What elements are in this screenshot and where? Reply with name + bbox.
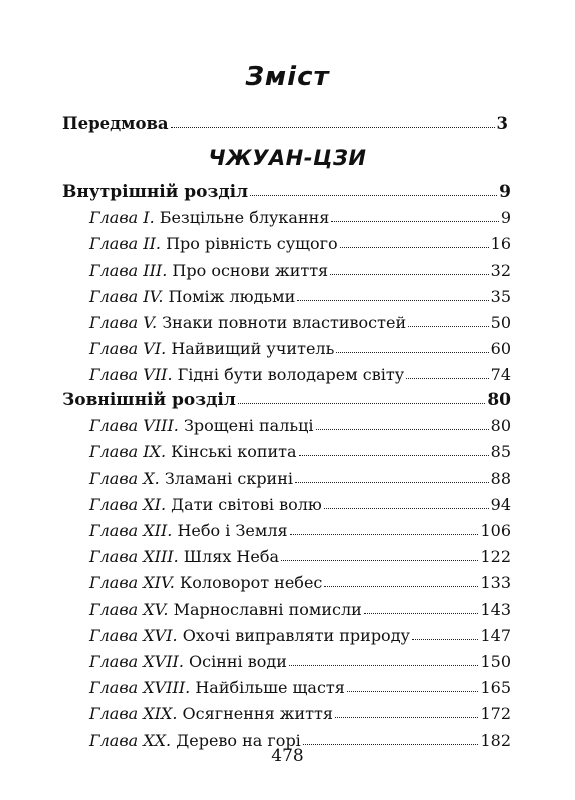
dot-leader bbox=[295, 481, 489, 483]
chapter-number: Глава XIX. bbox=[89, 704, 178, 724]
page-number: 478 bbox=[271, 746, 304, 766]
chapter-title: Зламані скрині bbox=[164, 468, 293, 488]
dot-leader bbox=[316, 428, 489, 430]
dot-leader bbox=[324, 585, 478, 587]
chapter-page: 35 bbox=[490, 286, 511, 306]
chapter-page: 147 bbox=[480, 625, 511, 645]
chapter-number: Глава XVII. bbox=[89, 652, 184, 671]
toc-section-label: Внутрішній розділ bbox=[62, 182, 249, 202]
chapter-number: Глава XX. bbox=[89, 730, 172, 750]
chapter-page: 50 bbox=[490, 313, 511, 332]
toc-chapter bbox=[89, 339, 511, 365]
chapter-page: 143 bbox=[480, 599, 511, 619]
toc-chapter bbox=[89, 234, 511, 260]
toc-section bbox=[62, 390, 511, 416]
chapter-page: 60 bbox=[490, 339, 511, 359]
chapter-page: 94 bbox=[490, 494, 511, 514]
toc-section-page: 80 bbox=[487, 390, 511, 410]
chapter-title: Дати світові волю bbox=[171, 494, 322, 514]
chapter-title: Охочі виправляти природу bbox=[182, 625, 410, 645]
chapter-number: Глава IV. bbox=[89, 286, 164, 306]
chapter-number: Глава IX. bbox=[89, 442, 167, 462]
dot-leader bbox=[364, 612, 479, 614]
dot-leader bbox=[171, 126, 495, 128]
dot-leader bbox=[297, 299, 488, 301]
chapter-number: Глава X. bbox=[89, 468, 160, 488]
chapter-number: Глава V. bbox=[89, 313, 158, 332]
chapter-title: Шлях Неба bbox=[183, 547, 280, 567]
toc-chapter bbox=[89, 573, 511, 599]
chapter-number: Глава VIII. bbox=[89, 416, 179, 436]
toc-chapter bbox=[89, 313, 511, 339]
dot-leader bbox=[340, 246, 489, 248]
chapter-page: 88 bbox=[490, 468, 511, 488]
chapter-number: Глава XV. bbox=[89, 599, 169, 619]
chapter-page: 9 bbox=[500, 208, 511, 228]
toc-chapter bbox=[89, 495, 511, 521]
toc-chapter bbox=[89, 469, 511, 495]
chapter-page: 182 bbox=[480, 730, 511, 750]
chapter-title: Небо і Земля bbox=[177, 521, 288, 540]
toc-chapter bbox=[89, 547, 511, 573]
dot-leader bbox=[347, 690, 479, 692]
chapter-page: 85 bbox=[490, 442, 511, 462]
chapter-number: Глава XI. bbox=[89, 494, 167, 514]
dot-leader bbox=[238, 402, 485, 404]
chapter-number: Глава XVIII. bbox=[89, 678, 191, 698]
chapter-page: 106 bbox=[480, 521, 511, 540]
toc-entry-label: Передмова bbox=[62, 114, 169, 133]
chapter-title: Марнославні помисли bbox=[173, 599, 362, 619]
chapter-title: Осінні води bbox=[189, 652, 287, 671]
toc-chapter bbox=[89, 704, 511, 730]
dot-leader bbox=[324, 507, 489, 509]
dot-leader bbox=[406, 377, 489, 379]
chapter-number: Глава VII. bbox=[89, 365, 173, 385]
toc-chapter bbox=[89, 416, 511, 442]
dot-leader bbox=[331, 220, 498, 222]
chapter-number: Глава І. bbox=[89, 208, 155, 228]
chapter-page: 32 bbox=[490, 260, 511, 280]
dot-leader bbox=[299, 454, 489, 456]
chapter-title: Осягнення життя bbox=[182, 704, 333, 724]
dot-leader bbox=[335, 716, 479, 718]
toc-chapter bbox=[89, 678, 511, 704]
dot-leader bbox=[303, 743, 479, 745]
chapter-title: Найвищий учитель bbox=[171, 339, 335, 359]
chapter-number: Глава ІІІ. bbox=[89, 260, 168, 280]
toc-chapter bbox=[89, 442, 511, 468]
chapter-title: Поміж людьми bbox=[168, 286, 296, 306]
chapter-page: 172 bbox=[480, 704, 511, 724]
toc-chapter bbox=[89, 600, 511, 626]
chapter-page: 16 bbox=[490, 234, 511, 254]
dot-leader bbox=[408, 325, 489, 327]
toc-entry-preface bbox=[62, 114, 508, 140]
toc-chapter bbox=[89, 208, 511, 234]
dot-leader bbox=[290, 533, 479, 535]
toc-chapter bbox=[89, 652, 511, 678]
chapter-number: Глава VI. bbox=[89, 339, 167, 359]
dot-leader bbox=[281, 559, 478, 561]
chapter-number: Глава XVI. bbox=[89, 625, 178, 645]
chapter-page: 80 bbox=[490, 416, 511, 436]
toc-section bbox=[62, 182, 511, 208]
chapter-page: 74 bbox=[490, 365, 511, 385]
toc-title: Зміст bbox=[245, 62, 330, 92]
toc-chapter bbox=[89, 365, 511, 391]
chapter-page: 122 bbox=[480, 547, 511, 567]
chapter-title: Кінські копита bbox=[171, 442, 297, 462]
dot-leader bbox=[336, 351, 488, 353]
toc-entry-page: 3 bbox=[496, 114, 508, 133]
chapter-title: Найбільше щастя bbox=[195, 678, 345, 698]
chapter-title: Гідні бути володарем світу bbox=[177, 365, 405, 385]
chapter-number: Глава XIII. bbox=[89, 547, 179, 567]
chapter-number: Глава ІІ. bbox=[89, 234, 161, 254]
chapter-title: Про основи життя bbox=[172, 260, 329, 280]
chapter-title: Знаки повноти властивостей bbox=[162, 313, 407, 332]
toc-chapter bbox=[89, 261, 511, 287]
dot-leader bbox=[412, 638, 479, 640]
toc-chapter bbox=[89, 287, 511, 313]
chapter-title: Безцільне блукання bbox=[159, 208, 330, 228]
dot-leader bbox=[330, 273, 488, 275]
dot-leader bbox=[250, 194, 497, 196]
chapter-title: Дерево на горі bbox=[176, 730, 301, 750]
chapter-title: Про рівність сущого bbox=[166, 234, 338, 254]
toc-chapter bbox=[89, 626, 511, 652]
toc-section-label: Зовнішній розділ bbox=[62, 390, 236, 410]
chapter-title: Коловорот небес bbox=[179, 573, 323, 593]
toc-section-page: 9 bbox=[499, 182, 511, 202]
chapter-page: 150 bbox=[480, 652, 511, 671]
chapter-number: Глава XII. bbox=[89, 521, 173, 540]
chapter-page: 133 bbox=[480, 573, 511, 593]
chapter-number: Глава XIV. bbox=[89, 573, 175, 593]
toc-chapter bbox=[89, 521, 511, 547]
chapter-title: Зрощені пальці bbox=[183, 416, 314, 436]
dot-leader bbox=[289, 664, 479, 666]
chapter-page: 165 bbox=[480, 678, 511, 698]
book-title: ЧЖУАН-ЦЗИ bbox=[208, 146, 367, 170]
